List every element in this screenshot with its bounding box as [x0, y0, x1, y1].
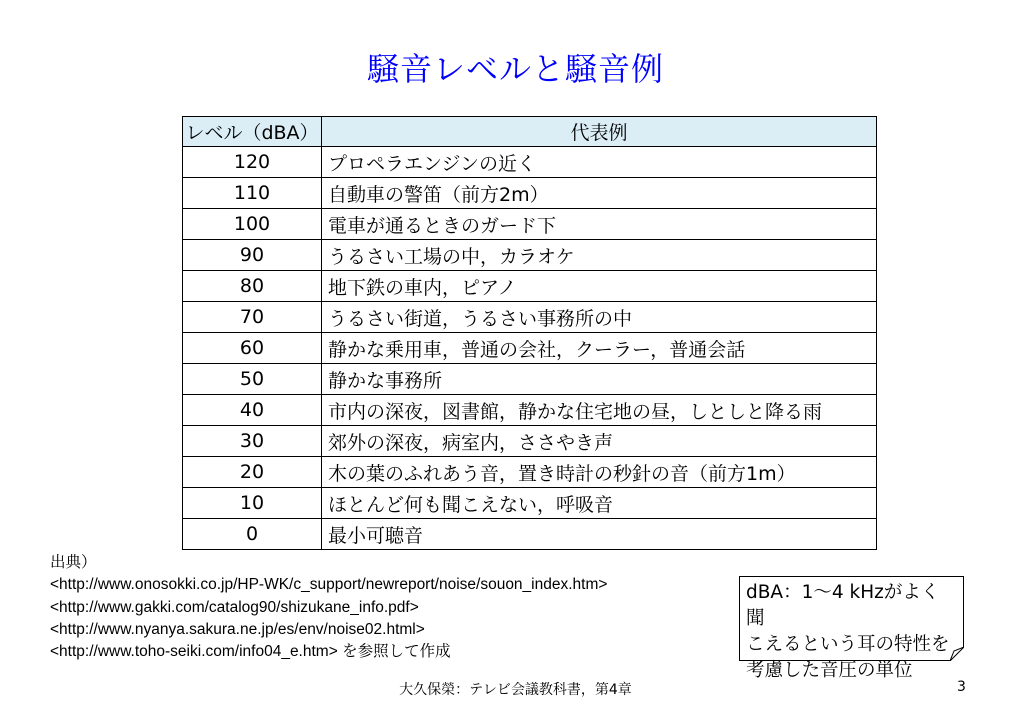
footer-credit: 大久保榮：テレビ会議教科書，第4章 [399, 682, 632, 698]
example-cell: 電車が通るときのガード下 [322, 209, 877, 240]
example-cell: ほとんど何も聞こえない，呼吸音 [322, 488, 877, 519]
level-cell: 80 [183, 271, 322, 302]
level-cell: 110 [183, 178, 322, 209]
page-number: 3 [957, 679, 966, 695]
level-cell: 40 [183, 395, 322, 426]
column-header-example: 代表例 [322, 117, 877, 147]
level-cell: 30 [183, 426, 322, 457]
level-cell: 90 [183, 240, 322, 271]
source-line: <http://www.gakki.com/catalog90/shizukane_info.pdf> [50, 598, 419, 616]
source-line: <http://www.onosokki.co.jp/HP-WK/c_support/newreport/noise/souon_index.htm> [50, 576, 608, 594]
example-cell: うるさい工場の中，カラオケ [322, 240, 877, 271]
dba-note-box [739, 576, 964, 681]
note-line: dBA：1～4 kHzがよく聞 [746, 582, 940, 629]
level-cell: 50 [183, 364, 322, 395]
table-row [183, 302, 877, 333]
example-cell: 木の葉のふれあう音，置き時計の秒針の音（前方1m） [322, 457, 877, 488]
example-cell: 市内の深夜，図書館，静かな住宅地の昼，しとしと降る雨 [322, 395, 877, 426]
level-cell: 20 [183, 457, 322, 488]
example-cell: 最小可聴音 [322, 519, 877, 550]
table-row [183, 519, 877, 550]
note-line: 考慮した音圧の単位 [746, 660, 913, 681]
table-row [183, 457, 877, 488]
table-row [183, 426, 877, 457]
level-cell: 0 [183, 519, 322, 550]
example-cell: 静かな事務所 [322, 364, 877, 395]
note-line: こえるという耳の特性を [746, 634, 950, 655]
level-cell: 100 [183, 209, 322, 240]
table-row [183, 178, 877, 209]
page-title: 騒音レベルと騒音例 [366, 50, 664, 88]
example-cell: うるさい街道，うるさい事務所の中 [322, 302, 877, 333]
sources-block [50, 552, 607, 663]
table-row [183, 240, 877, 271]
table-row [183, 147, 877, 178]
table-header-row [183, 117, 877, 147]
example-cell: 地下鉄の車内，ピアノ [322, 271, 877, 302]
table-row [183, 209, 877, 240]
source-line: <http://www.toho-seiki.com/info04_e.htm> を参照して作成 [50, 643, 451, 661]
table-row [183, 364, 877, 395]
sources-heading: 出典） [50, 554, 97, 571]
column-header-level: レベル（dBA） [183, 117, 322, 147]
level-cell: 120 [183, 147, 322, 178]
example-cell: プロペラエンジンの近く [322, 147, 877, 178]
noise-level-table [182, 116, 877, 550]
example-cell: 自動車の警笛（前方2m） [322, 178, 877, 209]
folded-corner-icon [950, 647, 964, 661]
table-row [183, 333, 877, 364]
source-line: <http://www.nyanya.sakura.ne.jp/es/env/noise02.html> [50, 620, 425, 638]
table-row [183, 271, 877, 302]
level-cell: 10 [183, 488, 322, 519]
level-cell: 60 [183, 333, 322, 364]
table-row [183, 488, 877, 519]
example-cell: 郊外の深夜，病室内，ささやき声 [322, 426, 877, 457]
level-cell: 70 [183, 302, 322, 333]
example-cell: 静かな乗用車，普通の会社，クーラー，普通会話 [322, 333, 877, 364]
table-row [183, 395, 877, 426]
